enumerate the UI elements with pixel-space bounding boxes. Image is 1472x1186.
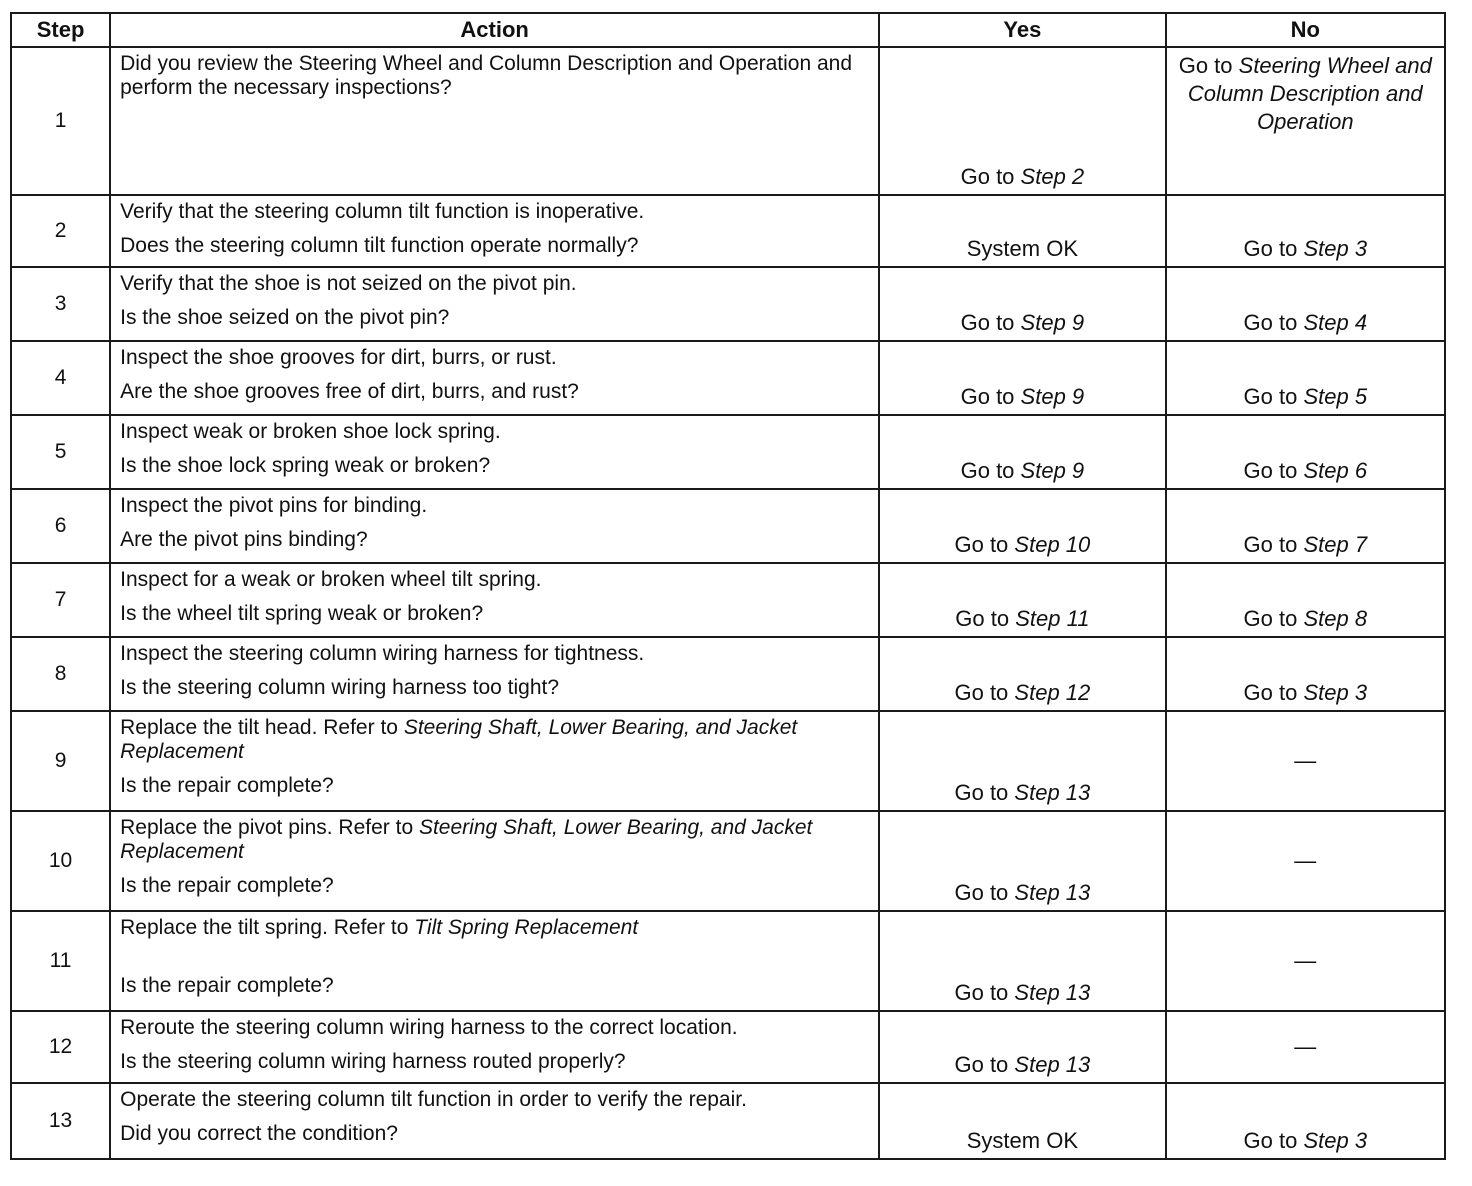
yes-prefix: Go to: [960, 310, 1015, 335]
action-cell: [110, 489, 879, 563]
step-number: 8: [11, 637, 110, 711]
action-instruction: Inspect weak or broken shoe lock spring.: [120, 420, 501, 443]
action-cell: [110, 47, 879, 195]
yes-cell: [879, 1011, 1165, 1083]
action-question: Is the repair complete?: [120, 774, 334, 797]
action-instruction: Reroute the steering column wiring harness to the correct location.: [120, 1016, 738, 1039]
yes-step-link[interactable]: Step 9: [1020, 310, 1085, 335]
action-question: Are the shoe grooves free of dirt, burrs, and rust?: [120, 380, 579, 403]
action-question: Is the repair complete?: [120, 874, 334, 897]
yes-prefix: Go to: [960, 384, 1015, 409]
action-text: Replace the pivot pins. Refer to: [120, 816, 414, 839]
action-doc-link[interactable]: Tilt Spring Replacement: [414, 916, 639, 939]
yes-cell: [879, 267, 1165, 341]
action-question: Is the wheel tilt spring weak or broken?: [120, 602, 484, 625]
step-number: 10: [11, 811, 110, 911]
no-prefix: Go to: [1243, 384, 1298, 409]
no-step-link[interactable]: Step 5: [1303, 384, 1368, 409]
yes-step-link[interactable]: Step 2: [1020, 164, 1085, 189]
no-step-link[interactable]: Step 3: [1303, 1128, 1368, 1153]
no-prefix: Go to: [1178, 53, 1233, 78]
no-step-link[interactable]: Step 4: [1303, 310, 1368, 335]
yes-prefix: Go to: [954, 980, 1009, 1005]
yes-cell: [879, 195, 1165, 267]
no-cell: [1166, 195, 1445, 267]
step-number: 1: [11, 47, 110, 195]
no-prefix: Go to: [1243, 310, 1298, 335]
yes-prefix: Go to: [954, 532, 1009, 557]
no-prefix: Go to: [1243, 1128, 1298, 1153]
no-cell: [1166, 563, 1445, 637]
action-instruction: Did you review the Steering Wheel and Column Description and Operation and perform the necessary inspections?: [120, 52, 853, 99]
step-number: 13: [11, 1083, 110, 1159]
no-cell: [1166, 637, 1445, 711]
table-row: [11, 563, 1445, 637]
yes-prefix: Go to: [960, 164, 1015, 189]
action-instruction: Verify that the shoe is not seized on the pivot pin.: [120, 272, 577, 295]
yes-step-link[interactable]: Step 13: [1014, 780, 1091, 805]
table-row: [11, 711, 1445, 811]
yes-result: System OK: [966, 236, 1078, 261]
table-row: [11, 489, 1445, 563]
action-instruction: Inspect the shoe grooves for dirt, burrs, or rust.: [120, 346, 557, 369]
no-cell: [1166, 811, 1445, 911]
no-cell: [1166, 415, 1445, 489]
no-step-link[interactable]: Step 3: [1303, 236, 1368, 261]
no-cell: [1166, 47, 1445, 195]
action-question: Is the steering column wiring harness too tight?: [120, 676, 560, 699]
no-prefix: Go to: [1243, 236, 1298, 261]
step-number: 4: [11, 341, 110, 415]
yes-prefix: Go to: [954, 680, 1009, 705]
action-question: Are the pivot pins binding?: [120, 528, 368, 551]
table-row: [11, 47, 1445, 195]
action-cell: [110, 341, 879, 415]
yes-step-link[interactable]: Step 10: [1014, 532, 1091, 557]
table-row: [11, 195, 1445, 267]
action-instruction: [120, 916, 870, 940]
action-cell: [110, 637, 879, 711]
table-row: [11, 1083, 1445, 1159]
yes-prefix: Go to: [954, 880, 1009, 905]
no-step-link[interactable]: Step 8: [1303, 606, 1368, 631]
action-instruction: Operate the steering column tilt function in order to verify the repair.: [120, 1088, 747, 1111]
action-instruction: Verify that the steering column tilt function is inoperative.: [120, 200, 645, 223]
no-cell: [1166, 1083, 1445, 1159]
table-row: [11, 341, 1445, 415]
no-dash: —: [1294, 948, 1317, 973]
yes-step-link[interactable]: Step 9: [1020, 458, 1085, 483]
yes-result: System OK: [966, 1128, 1078, 1153]
action-cell: [110, 195, 879, 267]
yes-step-link[interactable]: Step 12: [1014, 680, 1091, 705]
no-cell: [1166, 1011, 1445, 1083]
action-cell: [110, 711, 879, 811]
yes-step-link[interactable]: Step 11: [1015, 606, 1090, 631]
no-cell: [1166, 489, 1445, 563]
action-question: Is the repair complete?: [120, 974, 334, 997]
action-question: Is the steering column wiring harness routed properly?: [120, 1050, 626, 1073]
table-row: [11, 811, 1445, 911]
no-cell: [1166, 911, 1445, 1011]
yes-cell: [879, 341, 1165, 415]
no-dash: —: [1294, 748, 1317, 773]
action-text: Replace the tilt head. Refer to: [120, 716, 398, 739]
header-step: Step: [11, 13, 110, 47]
no-step-link[interactable]: Step 7: [1303, 532, 1368, 557]
table-row: [11, 415, 1445, 489]
yes-prefix: Go to: [955, 606, 1010, 631]
yes-cell: [879, 637, 1165, 711]
step-number: 6: [11, 489, 110, 563]
step-number: 2: [11, 195, 110, 267]
no-doc-link[interactable]: Steering Wheel and Column Description and Operation: [1187, 53, 1432, 134]
yes-step-link[interactable]: Step 13: [1014, 980, 1091, 1005]
action-instruction: Inspect for a weak or broken wheel tilt spring.: [120, 568, 542, 591]
step-number: 9: [11, 711, 110, 811]
yes-cell: [879, 811, 1165, 911]
header-no: No: [1166, 13, 1445, 47]
yes-cell: [879, 489, 1165, 563]
action-cell: [110, 563, 879, 637]
action-cell: [110, 811, 879, 911]
no-dash: —: [1294, 848, 1317, 873]
header-yes: Yes: [879, 13, 1165, 47]
table-row: [11, 267, 1445, 341]
step-number: 5: [11, 415, 110, 489]
no-prefix: Go to: [1243, 606, 1298, 631]
action-question: Did you correct the condition?: [120, 1122, 398, 1145]
yes-cell: [879, 1083, 1165, 1159]
action-instruction: Inspect the steering column wiring harness for tightness.: [120, 642, 645, 665]
yes-step-link[interactable]: Step 13: [1014, 1052, 1091, 1077]
no-prefix: Go to: [1243, 532, 1298, 557]
yes-step-link[interactable]: Step 13: [1014, 880, 1091, 905]
no-prefix: Go to: [1243, 680, 1298, 705]
no-cell: [1166, 711, 1445, 811]
table-header-row: [11, 13, 1445, 47]
step-number: 11: [11, 911, 110, 1011]
action-instruction: Inspect the pivot pins for binding.: [120, 494, 428, 517]
action-cell: [110, 1083, 879, 1159]
action-cell: [110, 1011, 879, 1083]
action-cell: [110, 415, 879, 489]
table-row: [11, 1011, 1445, 1083]
no-step-link[interactable]: Step 3: [1303, 680, 1368, 705]
action-doc-link[interactable]: Steering Shaft, Lower Bearing, and Jacket Replacement: [120, 816, 813, 863]
yes-cell: [879, 711, 1165, 811]
table-row: [11, 637, 1445, 711]
yes-prefix: Go to: [960, 458, 1015, 483]
action-doc-link[interactable]: Steering Shaft, Lower Bearing, and Jacket Replacement: [120, 716, 798, 763]
yes-step-link[interactable]: Step 9: [1020, 384, 1085, 409]
yes-cell: [879, 47, 1165, 195]
no-prefix: Go to: [1243, 458, 1298, 483]
action-instruction: [120, 816, 870, 864]
yes-cell: [879, 415, 1165, 489]
step-number: 3: [11, 267, 110, 341]
no-dash: —: [1294, 1034, 1317, 1059]
header-action: Action: [110, 13, 879, 47]
yes-prefix: Go to: [954, 1052, 1009, 1077]
step-number: 7: [11, 563, 110, 637]
action-question: Is the shoe lock spring weak or broken?: [120, 454, 491, 477]
action-instruction: [120, 716, 870, 764]
no-cell: [1166, 267, 1445, 341]
action-cell: [110, 911, 879, 1011]
action-cell: [110, 267, 879, 341]
no-step-link[interactable]: Step 6: [1303, 458, 1368, 483]
action-question: Does the steering column tilt function operate normally?: [120, 234, 639, 257]
no-cell: [1166, 341, 1445, 415]
step-number: 12: [11, 1011, 110, 1083]
table-row: [11, 911, 1445, 1011]
action-question: Is the shoe seized on the pivot pin?: [120, 306, 450, 329]
yes-prefix: Go to: [954, 780, 1009, 805]
action-text: Replace the tilt spring. Refer to: [120, 916, 409, 939]
yes-cell: [879, 911, 1165, 1011]
diagnostic-table: [10, 12, 1446, 1160]
yes-cell: [879, 563, 1165, 637]
